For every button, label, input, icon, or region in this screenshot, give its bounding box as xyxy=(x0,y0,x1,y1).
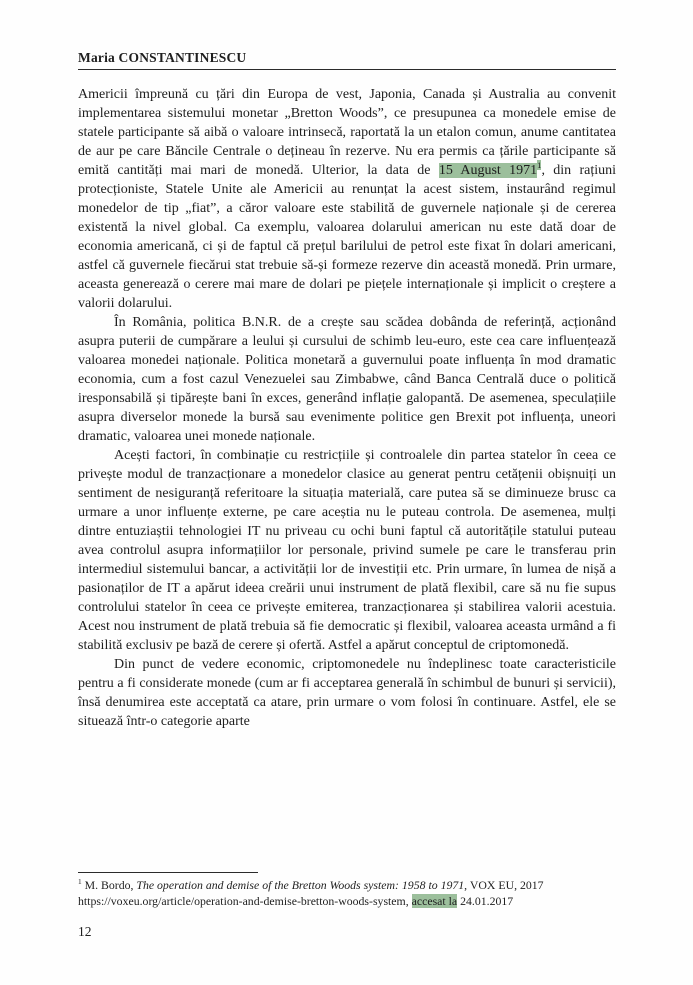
page-number: 12 xyxy=(78,924,92,939)
footnote-separator xyxy=(78,872,258,873)
text-run: accesat la xyxy=(411,893,458,908)
footnote-line xyxy=(78,878,616,894)
text-run: 1 xyxy=(78,877,82,887)
page-header-author: Maria CONSTANTINESCU xyxy=(78,50,616,70)
text-run: Din punct de vedere economic, criptomonedele nu îndeplinesc toate caracteristicile pentru a fi considerate monede (cum ar fi acceptarea generală în schimbul de bunuri și servicii), însă denumirea este acceptată ca atare, prin urmare o vom folosi în continuare. Astfel, ele se situează într-o categorie aparte xyxy=(78,657,616,729)
text-run: The operation and demise of the Bretton Woods system: 1958 to 1971 xyxy=(136,878,465,892)
text-run: , din rațiuni protecționiste, Statele Unite ale Americii au renunțat la acest sistem, instaurând regimul monedelor de tip „fiat”, a căror valoare este stabilită de guvernele naționale și de cererea existentă la nivel global. Ca exemplu, valoarea dolarului american nu este dată doar de economia americană, ci și de faptul că prețul barilului de petrol este fixat în dolari americani, astfel că guvernele fiecărui stat trebuie să-și formeze rezerve din această monedă. Prin urmare, aceasta generează o cerere mai mare de dolari pe piețele internaționale și implicit o creștere a valorii dolarului. xyxy=(78,163,616,311)
footnotes xyxy=(78,878,616,909)
paragraph xyxy=(78,655,616,731)
footnote-area xyxy=(78,872,616,909)
text-run: În România, politica B.N.R. de a crește sau scădea dobânda de referință, acționând asupra puterii de cumpărare a leului și cursului de schimb leu-euro, este cea care influențează valoarea monedei naționale. Politica monetară a guvernului poate influența în mod dramatic economia, cum a fost cazul Venezuelei sau Zimbabwe, când Banca Centrală duce o politică iresponsabilă și tipărește bani în exces, generând inflație galopantă. De asemenea, speculațiile asupra diverselor monede la bursă sau evenimente politice gen Brexit pot influența, uneori dramatic, valoarea unei monede naționale. xyxy=(78,315,616,444)
footnote-line xyxy=(78,894,616,910)
paragraph xyxy=(78,446,616,655)
text-run: 15 August 1971 xyxy=(438,163,538,178)
body-text xyxy=(78,85,616,731)
text-run: 24.01.2017 xyxy=(457,893,514,908)
text-run: Americii împreună cu țări din Europa de vest, Japonia, Canada și Australia au convenit implementarea sistemului monetar „Bretton Woods”, ce presupunea ca monedele emise de statele participante să aibă o valoare intrinsecă, raportată la un etalon comun, anume cantitatea de aur pe care Băncile Centrale o dețineau în rezerve. Nu era permis ca țările participante să emită cantități mai mari de monedă. Ulterior, la data de xyxy=(78,87,616,178)
paragraph xyxy=(78,313,616,446)
text-run: M. Bordo, xyxy=(81,878,137,892)
text-run: 1 xyxy=(537,160,542,171)
paragraph xyxy=(78,85,616,313)
footnote-url[interactable]: https://voxeu.org/article/operation-and-demise-bretton-woods-system xyxy=(78,893,406,908)
text-run: Acești factori, în combinație cu restricțiile și controalele din partea statelor în ceea ce privește modul de tranzacționare a monedelor clasice au generat pentru cetățenii obișnuiți un sentiment de nesiguranță referitoare la situația materială, care putea să se diminueze brusc ca urmare a unor influențe externe, pe care aceștia nu le puteau controla. De asemenea, mulți dintre entuziaștii tehnologiei IT nu priveau cu ochi buni faptul că autoritățile statului puteau avea controlul asupra informațiilor lor personale, privind sumele pe care le transferau prin intermediul sistemului bancar, a activității lor de investiții etc. Prin urmare, în lumea de nișă a pasionaților de IT a apărut ideea creării unui instrument de plată flexibil, care să nu fie supus controlului statelor în ceea ce privește emiterea, tranzacționarea și stabilirea valorii acestuia. Acest nou instrument de plată trebuia să fie democratic și flexibil, valoarea aceasta urmând a fi stabilită exclusiv pe bază de cerere și ofertă. Astfel a apărut conceptul de criptomonedă. xyxy=(78,448,616,653)
text-run: , VOX EU, 2017 xyxy=(464,878,544,892)
text-run: , xyxy=(405,893,412,908)
